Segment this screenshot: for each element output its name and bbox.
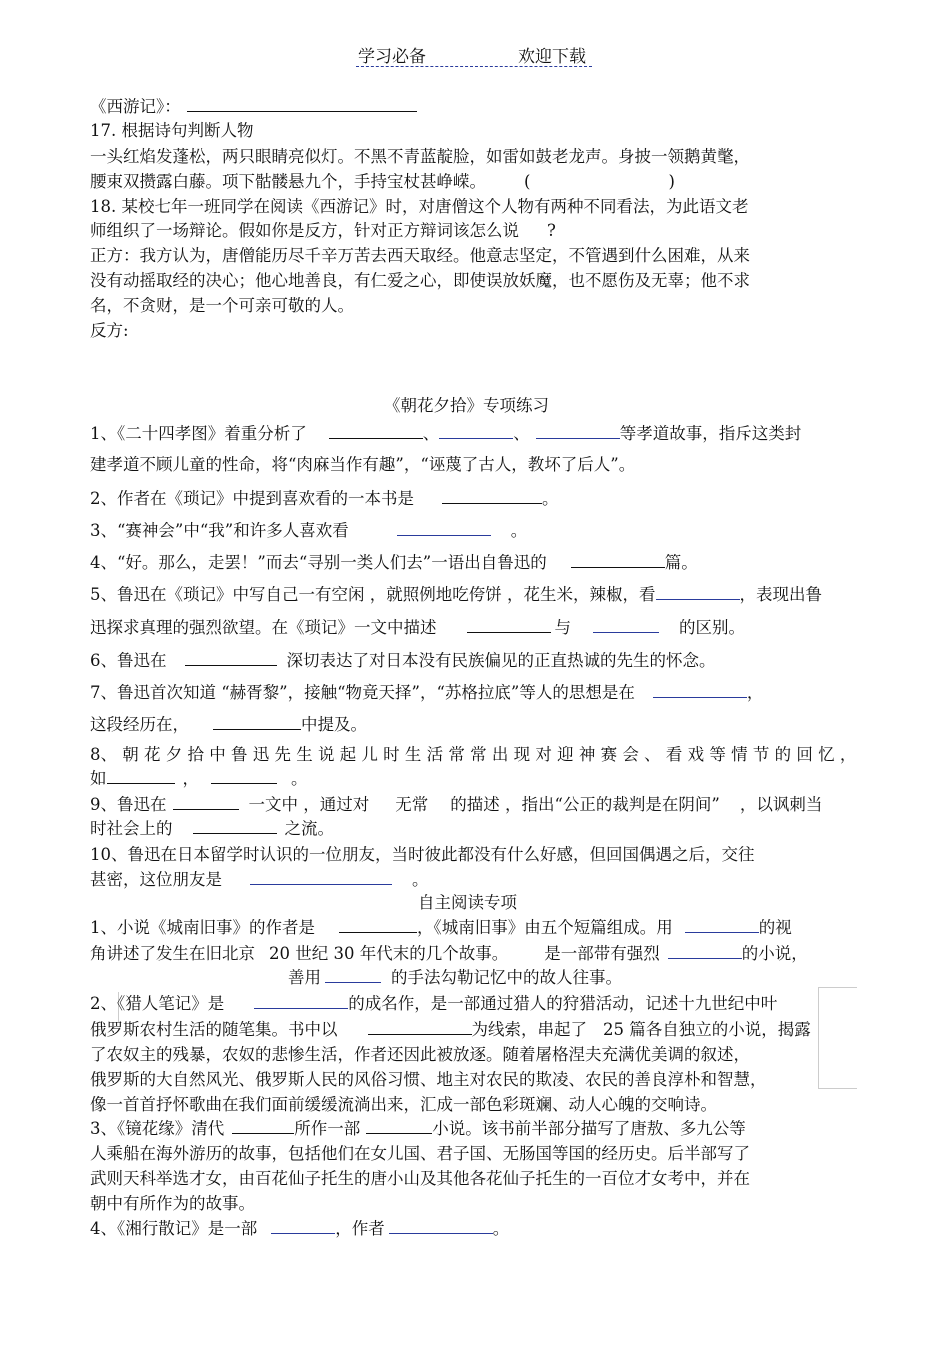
blank[interactable] [467, 618, 551, 633]
blank[interactable] [571, 553, 665, 568]
blank[interactable] [329, 424, 423, 439]
blank[interactable] [254, 994, 348, 1009]
section-title-reading: 自主阅读专项 [418, 893, 517, 912]
rd-q2-line5: 像一首首抒怀歌曲在我们面前缓缓流淌出来，汇成一部色彩斑斓、动人心魄的交响诗。 [90, 1095, 717, 1114]
fanfang-label: 反方: [90, 321, 129, 340]
blank[interactable] [232, 1119, 294, 1134]
blank[interactable] [593, 618, 659, 633]
xiyouji-label: 《西游记》： [90, 97, 181, 116]
blank[interactable] [397, 521, 491, 536]
blank[interactable] [187, 97, 417, 112]
blank[interactable] [668, 944, 742, 959]
zh-q7-line1: 7、鲁迅首次知道 “赫胥黎”，接触“物竟天择”，“苏格拉底”等人的思想是在 ， [90, 683, 764, 702]
zh-q4: 4、“好。那么，走罢！”而去“寻别一类人们去”一语出自鲁迅的 篇。 [90, 553, 698, 572]
blank[interactable] [389, 1219, 493, 1234]
zh-q8-line1: 8、 朝 花 夕 拾 中 鲁 迅 先 生 说 起 儿 时 生 活 常 常 出 现 对 迎 神 赛 会 、 看 戏 等 情 节 的 回 忆 ， [90, 745, 857, 764]
zh-q9-line1: 9、鲁迅在 一文中 ，通过对 无常 的描述 ，指出“公正的裁判是在阴间” ，以讽刺当 [90, 795, 823, 814]
rd-q3-line2: 人乘船在海外游历的故事，包括他们在女儿国、君子国、无肠国等国的经历史。后半部写了 [90, 1144, 750, 1163]
zh-q3: 3、“赛神会”中“我”和许多人喜欢看 。 [90, 521, 528, 540]
zh-q10-line2: 甚密，这位朋友是 。 [90, 870, 429, 889]
blank[interactable] [250, 870, 392, 885]
zh-q10-line1: 10、鲁迅在日本留学时认识的一位朋友，当时彼此都没有什么好感，但回国偶遇之后，交往 [90, 845, 755, 864]
blank[interactable] [439, 424, 513, 439]
rd-q2-line4: 俄罗斯的大自然风光、俄罗斯人民的风俗习惯、地主对农民的欺凌、农民的善良淳朴和智慧， [90, 1070, 767, 1089]
zh-q5-line1: 5、鲁迅在《琐记》中写自己一有空闲 ，就照例地吃侉饼 ，花生米，辣椒，看 ，表现出鲁 [90, 585, 822, 604]
zhengfang-line1: 正方：我方认为，唐僧能历尽千辛万苦去西天取经。他意志坚定，不管遇到什么困难，从来 [90, 246, 750, 265]
zh-q7-line2: 这段经历在， 中提及。 [90, 715, 367, 734]
rd-q3-line1: 3、《镜花缘》清代 所作一部 小说。该书前半部分描写了唐敖、多九公等 [90, 1119, 746, 1138]
rd-q3-line3: 武则天科举选才女，由百花仙子托生的唐小山及其他各花仙子托生的一百位才女考中，并在 [90, 1169, 750, 1188]
rd-q2-line2: 俄罗斯农村生活的随笔集。书中以 为线索，串起了 25 篇各自独立的小说，揭露 [90, 1020, 811, 1039]
blank[interactable] [339, 918, 417, 933]
blank[interactable] [213, 715, 301, 730]
zh-q6: 6、鲁迅在 深切表达了对日本没有民族偏见的正直热诚的先生的怀念。 [90, 651, 716, 670]
frame-right-edge [818, 987, 857, 1089]
blank[interactable] [536, 424, 620, 439]
rd-q2-line3: 了农奴主的残暴，农奴的悲惨生活，作者还因此被放逐。随着屠格涅夫充满优美调的叙述， [90, 1045, 750, 1064]
header-left-text: 学习必备 [358, 47, 426, 67]
zhengfang-line3: 名，不贪财，是一个可亲可敬的人。 [90, 296, 354, 315]
rd-q1-line3: 善用 的手法勾勒记忆中的故人往事。 [288, 968, 622, 987]
blank[interactable] [442, 489, 542, 504]
section-title-zhaohua: 《朝花夕拾》专项练习 [384, 396, 549, 415]
rd-q1-line2: 角讲述了发生在旧北京 20 世纪 30 年代末的几个故事。 是一部带有强烈 的小说， [90, 944, 808, 963]
zh-q9-line2: 时社会上的 之流。 [90, 819, 334, 838]
blank[interactable] [368, 1020, 472, 1035]
blank[interactable] [193, 819, 277, 834]
blank[interactable] [211, 769, 277, 784]
zh-q5-line2: 迅探求真理的强烈欲望。在《琐记》一文中描述 与 的区别。 [90, 618, 745, 637]
rd-q3-line4: 朝中有所作为的故事。 [90, 1194, 255, 1213]
q17-title: 17. 根据诗句判断人物 [90, 121, 254, 140]
blank[interactable] [107, 769, 175, 784]
q18-line1: 18. 某校七年一班同学在阅读《西游记》时，对唐僧这个人物有两种不同看法，为此语文老 [90, 197, 749, 216]
blank[interactable] [271, 1219, 335, 1234]
page-header [356, 40, 592, 67]
q17-poem-line2: 腰束双攒露白藤。项下骷髅悬九个，手持宝杖甚峥嵘。 ( ) [90, 172, 675, 191]
q18-line2: 师组织了一场辩论。假如你是反方，针对正方辩词该怎么说 ? [90, 221, 556, 240]
blank[interactable] [653, 683, 747, 698]
rd-q4: 4、《湘行散记》是一部 ，作者 。 [90, 1219, 510, 1238]
zh-q1-line2: 建孝道不顾儿童的性命，将“肉麻当作有趣”，“诬蔑了古人，教坏了后人”。 [90, 455, 636, 474]
blank[interactable] [366, 1119, 432, 1134]
rd-q2-line1: 2、《猎人笔记》是 的成名作，是一部通过猎人的狩猎活动，记述十九世纪中叶 [90, 994, 778, 1013]
zh-q8-line2: 如 ， 。 [90, 769, 308, 788]
zhengfang-line2: 没有动摇取经的决心；他心地善良，有仁爱之心，即使误放妖魔，也不愿伤及无辜；他不求 [90, 271, 750, 290]
rd-q1-line1: 1、小说《城南旧事》的作者是 ，《城南旧事》由五个短篇组成。用 的视 [90, 918, 792, 937]
blank[interactable] [325, 968, 381, 983]
xiyouji-line [90, 96, 417, 118]
header-right-text: 欢迎下载 [518, 47, 586, 67]
zh-q2: 2、作者在《琐记》中提到喜欢看的一本书是 。 [90, 489, 559, 508]
blank[interactable] [173, 795, 239, 810]
blank[interactable] [185, 651, 277, 666]
q17-poem-line1: 一头红焰发蓬松，两只眼睛亮似灯。不黑不青蓝靛脸，如雷如鼓老龙声。身披一领鹅黄氅， [90, 147, 750, 166]
zh-q1-line1: 1、《二十四孝图》着重分析了 、 、 等孝道故事，指斥这类封 [90, 424, 802, 443]
blank[interactable] [685, 918, 759, 933]
blank[interactable] [656, 585, 740, 600]
